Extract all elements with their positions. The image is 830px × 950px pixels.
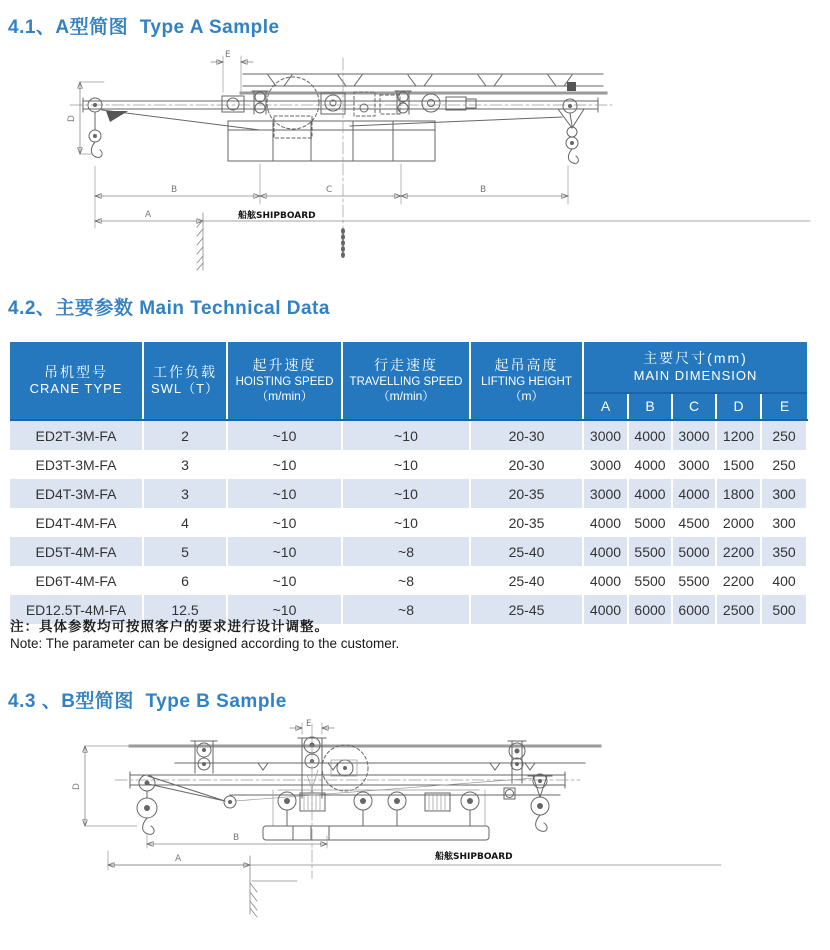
dim-label-a: A — [145, 210, 152, 220]
note-cn: 注：具体参数均可按照客户的要求进行设计调整。 — [10, 619, 329, 634]
col-header-hoisting-speed — [227, 342, 342, 420]
hoist-en: HOISTING SPEED — [235, 375, 334, 388]
table-cell: 5000 — [672, 537, 716, 566]
travel-unit: （m/min） — [377, 388, 435, 403]
dim-label-e: E — [306, 719, 312, 729]
dim-label-e: E — [225, 50, 231, 60]
col-header-dim-b: B — [628, 393, 672, 420]
table-row — [10, 566, 807, 595]
deck-structure — [130, 746, 600, 770]
table-cell: 5500 — [628, 537, 672, 566]
table-cell: ~8 — [342, 537, 470, 566]
table-cell: 4000 — [583, 595, 628, 624]
table-cell: 20-35 — [470, 508, 583, 537]
section-4-2-title: 4.2、主要参数 Main Technical Data — [8, 298, 330, 319]
section-4-3-title: 4.3 、B型简图 Type B Sample — [8, 691, 287, 712]
table-cell: 300 — [761, 508, 807, 537]
work-platform — [228, 121, 435, 161]
table-cell: ED3T-3M-FA — [10, 450, 143, 479]
table-body — [10, 420, 807, 624]
dim-label-b: B — [233, 833, 240, 843]
hoist-centerline-and-chain — [341, 58, 345, 258]
col-header-dim-c: C — [672, 393, 716, 420]
left-davit-and-hook — [137, 775, 236, 834]
col-header-dim-e: E — [761, 393, 807, 420]
table-cell: 3000 — [672, 420, 716, 450]
right-davit-and-hook — [504, 774, 552, 831]
table-cell: 4000 — [628, 450, 672, 479]
table-cell: 25-40 — [470, 566, 583, 595]
col-header-travelling-speed — [342, 342, 470, 420]
table-cell: ~10 — [342, 508, 470, 537]
table-cell: ED6T-4M-FA — [10, 566, 143, 595]
table-cell: ~10 — [227, 508, 342, 537]
table-cell: 25-45 — [470, 595, 583, 624]
col-header-dim-d: D — [716, 393, 761, 420]
table-cell: ~10 — [227, 595, 342, 624]
hoist-cn: 起升速度 — [252, 357, 317, 374]
table-cell: ED4T-3M-FA — [10, 479, 143, 508]
table-cell: 6000 — [628, 595, 672, 624]
trolley-unit — [263, 790, 489, 840]
table-cell: 2 — [143, 420, 227, 450]
table-cell: 5 — [143, 537, 227, 566]
table-cell: 5000 — [628, 508, 672, 537]
col-header-crane-type — [10, 342, 143, 420]
table-cell: 250 — [761, 450, 807, 479]
table-cell: 250 — [761, 420, 807, 450]
section-4-1-title: 4.1、A型简图 Type A Sample — [8, 17, 280, 38]
table-cell: 6000 — [672, 595, 716, 624]
table-cell: ~10 — [227, 537, 342, 566]
table-cell: ~10 — [227, 566, 342, 595]
type-b-crane-drawing — [45, 718, 727, 944]
deck-structure — [241, 74, 606, 93]
table-cell: ~8 — [342, 566, 470, 595]
dim-en: MAIN DIMENSION — [633, 367, 758, 383]
table-cell: 25-40 — [470, 537, 583, 566]
table-row — [10, 420, 807, 450]
table-cell: 3000 — [583, 450, 628, 479]
table-cell: 20-35 — [470, 479, 583, 508]
table-cell: 2200 — [716, 537, 761, 566]
lift-unit: （m） — [509, 388, 544, 403]
travel-en: TRAVELLING SPEED — [349, 375, 463, 388]
crane-type-cn: 吊机型号 — [44, 363, 108, 380]
swl-cn: 工作负载 — [153, 363, 217, 380]
table-cell: 6 — [143, 566, 227, 595]
table-cell: 12.5 — [143, 595, 227, 624]
table-cell: ~10 — [342, 479, 470, 508]
table-cell: 3000 — [583, 479, 628, 508]
table-cell: 3 — [143, 450, 227, 479]
table-cell: 4000 — [628, 420, 672, 450]
table-notes — [10, 619, 399, 653]
dimension-lines — [67, 50, 810, 270]
swl-en: SWL（T） — [150, 381, 220, 397]
left-davit-and-hook — [88, 98, 260, 157]
dim-label-c: C — [326, 185, 333, 195]
table-cell: ED5T-4M-FA — [10, 537, 143, 566]
table-cell: ~8 — [342, 595, 470, 624]
table-cell: 400 — [761, 566, 807, 595]
table-cell: ~10 — [342, 420, 470, 450]
dim-label-b1: B — [171, 185, 178, 195]
lift-cn: 起吊高度 — [494, 357, 559, 374]
table-cell: 4 — [143, 508, 227, 537]
table-cell: 1500 — [716, 450, 761, 479]
table-cell: 4000 — [628, 479, 672, 508]
table-cell: 20-30 — [470, 450, 583, 479]
table-cell: 5500 — [672, 566, 716, 595]
dim-label-d: D — [72, 783, 82, 790]
dim-label-b2: B — [480, 185, 487, 195]
hoist-unit: （m/min） — [256, 388, 313, 403]
table-cell: ~10 — [227, 479, 342, 508]
table-cell: ~10 — [227, 420, 342, 450]
table-cell: 4000 — [583, 566, 628, 595]
col-header-main-dimension — [583, 342, 807, 393]
table-cell: 4500 — [672, 508, 716, 537]
table-cell: 300 — [761, 479, 807, 508]
table-cell: 4000 — [583, 508, 628, 537]
col-header-lifting-height — [470, 342, 583, 420]
shipboard-label: 船舷SHIPBOARD — [238, 211, 316, 221]
table-cell: 5500 — [628, 566, 672, 595]
table-row — [10, 537, 807, 566]
table-cell: 2000 — [716, 508, 761, 537]
table-cell: ~10 — [227, 450, 342, 479]
type-a-crane-drawing — [28, 46, 820, 286]
table-row — [10, 508, 807, 537]
table-cell: 4000 — [583, 537, 628, 566]
crane-type-en: CRANE TYPE — [29, 381, 123, 397]
table-cell: 20-30 — [470, 420, 583, 450]
table-cell: ED12.5T-4M-FA — [10, 595, 143, 624]
travel-cn: 行走速度 — [374, 357, 438, 374]
table-cell: 1800 — [716, 479, 761, 508]
note-en: Note: The parameter can be designed according to the customer. — [10, 635, 400, 651]
table-cell: 2500 — [716, 595, 761, 624]
table-cell: 1200 — [716, 420, 761, 450]
table-cell: 350 — [761, 537, 807, 566]
table-cell: ~10 — [342, 450, 470, 479]
dim-label-a: A — [175, 854, 182, 864]
technical-data-table — [10, 342, 808, 624]
table-cell: ED2T-3M-FA — [10, 420, 143, 450]
col-header-swl — [143, 342, 227, 420]
table-cell: 2200 — [716, 566, 761, 595]
shipboard-label: 船舷SHIPBOARD — [435, 852, 513, 862]
col-header-dim-a: A — [583, 393, 628, 420]
lift-en: LIFTING HEIGHT — [481, 375, 572, 388]
table-cell: 3 — [143, 479, 227, 508]
table-cell: 500 — [761, 595, 807, 624]
dim-cn: 主要尺寸(mm) — [643, 350, 748, 367]
table-cell: ED4T-4M-FA — [10, 508, 143, 537]
dim-label-d: D — [67, 115, 77, 122]
table-cell: 3000 — [583, 420, 628, 450]
table-cell: 3000 — [672, 450, 716, 479]
table-row — [10, 479, 807, 508]
table-cell: 4000 — [672, 479, 716, 508]
table-row — [10, 450, 807, 479]
